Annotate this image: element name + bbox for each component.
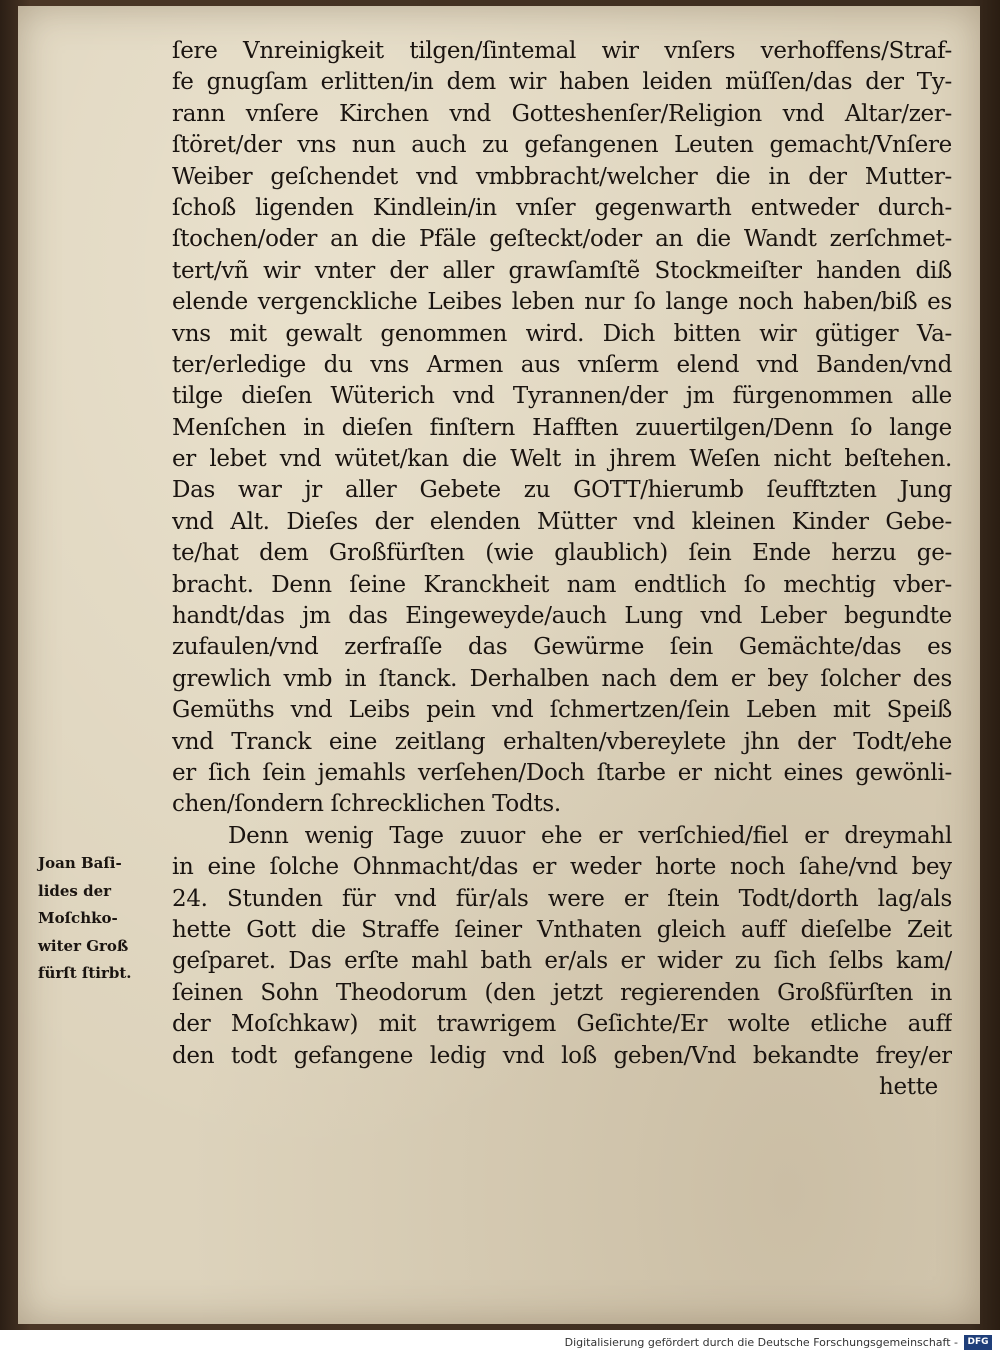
book-page xyxy=(18,6,980,1324)
text-line: elende vergenckliche Leibes leben nur ſo lange noch haben/biß es xyxy=(172,289,952,316)
text-line: ſtochen/oder an die Pfäle geſteckt/oder an die Wandt zerſchmet- xyxy=(172,226,952,253)
text-line: hette Gott die Straffe ſeiner Vnthaten gleich auff dieſelbe Zeit xyxy=(172,916,952,943)
marginal-note-line: Joan Baſi- xyxy=(38,854,122,872)
text-line: Menſchen in dieſen finſtern Hafften zuuertilgen/Denn ſo lange xyxy=(172,414,952,441)
text-line: fe gnugſam erlitten/in dem wir haben leiden müſſen/das der Ty- xyxy=(172,69,952,96)
text-line: geſparet. Das erſte mahl bath er/als er wider zu ſich ſelbs kam/ xyxy=(172,948,952,975)
text-line: rann vnſere Kirchen vnd Gotteshenſer/Religion vnd Altar/zer- xyxy=(172,100,952,127)
funding-credit: Digitalisierung gefördert durch die Deutsche Forschungsgemeinschaft - xyxy=(564,1336,958,1349)
marginal-note-line: Moſchko- xyxy=(38,909,118,927)
marginal-note xyxy=(38,850,176,988)
text-line: vnd Tranck eine zeitlang erhalten/vbereylete jhn der Todt/ehe xyxy=(172,728,952,755)
text-line: er ſich ſein jemahls verſehen/Doch ſtarbe er nicht eines gewönli- xyxy=(172,759,952,786)
text-line: handt/das jm das Eingeweyde/auch Lung vnd Leber begundte xyxy=(172,603,952,630)
text-line: zufaulen/vnd zerfraſſe das Gewürme ſein Gemächte/das es xyxy=(172,634,952,661)
marginal-note-line: lides der xyxy=(38,881,112,900)
text-line: bracht. Denn ſeine Kranckheit nam endtlich ſo mechtig vber- xyxy=(172,571,952,598)
funding-footer xyxy=(0,1330,1000,1357)
text-line: in eine ſolche Ohnmacht/das er weder horte noch ſahe/vnd bey xyxy=(172,854,952,881)
text-line: Das war jr aller Gebete zu GOTT/hierumb ſeufftzten Jung xyxy=(172,477,952,504)
marginal-note-line: fürſt ſtirbt. xyxy=(38,964,132,982)
text-line: 24. Stunden für vnd für/als were er ſtein Todt/dorth lag/als xyxy=(172,885,952,912)
text-line: er lebet vnd wütet/kan die Welt in jhrem Weſen nicht beſtehen. xyxy=(172,446,952,473)
text-line: den todt gefangene ledig vnd loß geben/Vnd bekandte frey/er xyxy=(172,1042,952,1069)
catchword: hette xyxy=(878,1073,938,1100)
text-line: tilge dieſen Wüterich vnd Tyrannen/der jm fürgenommen alle xyxy=(172,383,952,410)
text-line: tert/vñ wir vnter der aller grawſamſtẽ Stockmeiſter handen diß xyxy=(172,257,952,284)
text-line: vns mit gewalt genommen wird. Dich bitten wir gütiger Va- xyxy=(172,320,952,347)
body-text xyxy=(172,36,952,1103)
text-line: Denn wenig Tage zuuor ehe er verſchied/fiel er dreymahl xyxy=(228,822,952,849)
text-line: ſtöret/der vns nun auch zu gefangenen Leuten gemacht/Vnſere xyxy=(172,132,952,159)
text-line: ſeinen Sohn Theodorum (den jetzt regierenden Großfürſten in xyxy=(172,979,952,1006)
text-line: chen/ſondern ſchrecklichen Todts. xyxy=(172,791,561,818)
text-line: ſchoß ligenden Kindlein/in vnſer gegenwarth entweder durch- xyxy=(172,194,952,221)
text-line: te/hat dem Großfürſten (wie glaublich) ſein Ende herzu ge- xyxy=(172,540,952,567)
dfg-logo-icon: DFG xyxy=(964,1335,992,1350)
text-line: ter/erledige du vns Armen aus vnſerm elend vnd Banden/vnd xyxy=(172,351,952,378)
text-line: Weiber geſchendet vnd vmbbracht/welcher die in der Mutter- xyxy=(172,163,952,190)
text-line: ſere Vnreinigkeit tilgen/ſintemal wir vnſers verhoffens/Straf- xyxy=(172,38,952,64)
text-line: grewlich vmb in ſtanck. Derhalben nach dem er bey ſolcher des xyxy=(172,665,952,692)
text-line: vnd Alt. Dieſes der elenden Mütter vnd kleinen Kinder Gebe- xyxy=(172,508,952,535)
text-line: Gemüths vnd Leibs pein vnd ſchmertzen/ſein Leben mit Speiß xyxy=(172,697,952,724)
text-line: der Moſchkaw) mit trawrigem Geſichte/Er wolte etliche auff xyxy=(172,1011,952,1038)
marginal-note-line: witer Groß xyxy=(38,936,129,955)
